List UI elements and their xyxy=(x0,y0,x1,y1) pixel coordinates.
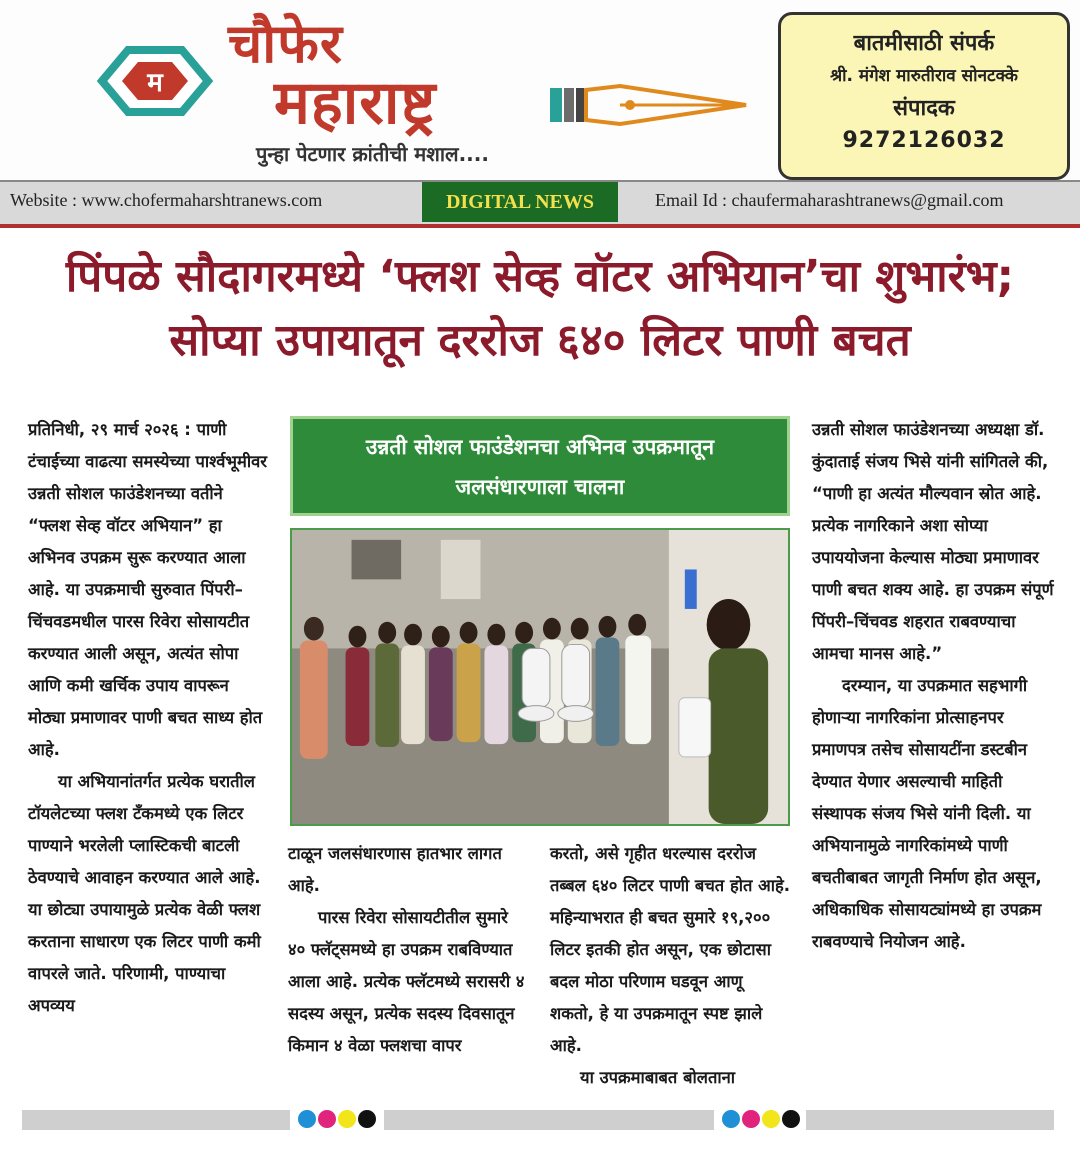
black-dot-icon xyxy=(782,1110,800,1128)
subheadline-line2: जलसंधारणाला चालना xyxy=(455,475,625,499)
cyan-dot-icon xyxy=(722,1110,740,1128)
brand-name-line2: महाराष्ट्र xyxy=(274,68,437,138)
pen-nib-icon xyxy=(550,82,750,128)
tagline: पुन्हा पेटणार क्रांतीची मशाल.... xyxy=(256,142,489,166)
contact-box xyxy=(778,12,1070,180)
headline xyxy=(0,248,1080,372)
headline-line1: पिंपळे सौदागरमध्ये ‘फ्लश सेव्ह वॉटर अभियान’चा शुभारंभ; xyxy=(65,251,1015,302)
article-column-1 xyxy=(28,414,268,1022)
logo-letter: म xyxy=(147,68,163,98)
article-column-3 xyxy=(550,838,792,1094)
paragraph: टाळून जलसंधारणास हातभार लागत आहे. xyxy=(288,844,502,895)
paragraph: करतो, असे गृहीत धरल्यास दररोज तब्बल ६४० लिटर पाणी बचत होत आहे. महिन्याभरात ही बचत सुमारे १९,२०० लिटर इतकी होत असून, एक छोटासा बदल मोठा परिणाम घडवून आणू शकतो, हे या उपक्रमातून स्पष्ट झाले आहे. xyxy=(550,844,791,1055)
contact-role: संपादक xyxy=(893,96,955,121)
yellow-dot-icon xyxy=(338,1110,356,1128)
footer-bar xyxy=(384,1110,714,1130)
cyan-dot-icon xyxy=(298,1110,316,1128)
footer-bar xyxy=(806,1110,1054,1130)
website-text: Website : www.chofermaharshtranews.com xyxy=(10,190,323,210)
paragraph: प्रतिनिधी, २९ मार्च २०२६ : पाणी टंचाईच्या वाढत्या समस्येच्या पार्श्वभूमीवर उन्नती सोशल फाउंडेशनच्या वतीने “फ्लश सेव्ह वॉटर अभियान” हा अभिनव उपक्रम सुरू करण्यात आला आहे. या उपक्रमाची सुरुवात पिंपरी–चिंचवडमधील पारस रिवेरा सोसायटीत करण्यात आली असून, अत्यंत सोपा आणि कमी खर्चिक उपाय वापरून मोठ्या प्रमाणावर पाणी बचत साध्य होत आहे. xyxy=(28,420,268,759)
article-column-4 xyxy=(812,414,1057,958)
subheadline-line1: उन्नती सोशल फाउंडेशनचा अभिनव उपक्रमातून xyxy=(365,435,715,459)
email-text: Email Id : chaufermaharashtranews@gmail.com xyxy=(655,190,1004,210)
contact-label: बातमीसाठी संपर्क xyxy=(853,31,995,56)
magenta-dot-icon xyxy=(318,1110,336,1128)
headline-line2: सोप्या उपायातून दररोज ६४० लिटर पाणी बचत xyxy=(169,315,911,366)
yellow-dot-icon xyxy=(762,1110,780,1128)
subheadline-box xyxy=(290,416,790,516)
paragraph: उन्नती सोशल फाउंडेशनच्या अध्यक्षा डॉ. कुंदाताई संजय भिसे यांनी सांगितले की, “पाणी हा अत्यंत मौल्यवान स्रोत आहे. प्रत्येक नागरिकाने अशा सोप्या उपाययोजना केल्यास मोठ्या प्रमाणावर पाणी बचत शक्य आहे. हा उपक्रम संपूर्ण पिंपरी–चिंचवड शहरात राबवण्याचा आमचा मानस आहे.” xyxy=(812,420,1054,663)
footer-bar xyxy=(22,1110,290,1130)
digital-news-badge: DIGITAL NEWS xyxy=(422,182,618,222)
paragraph: या उपक्रमाबाबत बोलताना xyxy=(580,1068,736,1087)
paragraph: पारस रिवेरा सोसायटीतील सुमारे ४० फ्लॅट्समध्ये हा उपक्रम राबविण्यात आला आहे. प्रत्येक फ्लॅटमध्ये सरासरी ४ सदस्य असून, प्रत्येक सदस्य दिवसातून किमान ४ वेळा फ्लशचा वापर xyxy=(288,908,525,1055)
magenta-dot-icon xyxy=(742,1110,760,1128)
logo-icon xyxy=(92,46,218,116)
contact-phone: 9272126032 xyxy=(842,128,1006,153)
black-dot-icon xyxy=(358,1110,376,1128)
contact-name: श्री. मंगेश मारुतीराव सोनटक्के xyxy=(830,66,1018,86)
brand-name-line1: चौफेर xyxy=(228,12,343,75)
paragraph: या अभियानांतर्गत प्रत्येक घरातील टॉयलेटच्या फ्लश टँकमध्ये एक लिटर पाण्याने भरलेली प्लास्टिकची बाटली ठेवण्याचे आवाहन करण्यात आले आहे. या छोट्या उपायामुळे प्रत्येक वेळी फ्लश करताना साधारण एक लिटर पाणी कमी वापरले जाते. परिणामी, पाण्याचा अपव्यय xyxy=(28,772,261,1015)
paragraph: दरम्यान, या उपक्रमात सहभागी होणाऱ्या नागरिकांना प्रोत्साहनपर प्रमाणपत्र तसेच सोसायटींना डस्टबीन देण्यात येणार असल्याची माहिती संस्थापक संजय भिसे यांनी दिली. या अभियानामुळे नागरिकांमध्ये पाणी बचतीबाबत जागृती निर्माण होत असून, अधिकाधिक सोसायट्यांमध्ये हा उपक्रम राबवण्याचे नियोजन आहे. xyxy=(812,676,1042,951)
article-column-2 xyxy=(288,838,528,1062)
divider xyxy=(0,224,1080,228)
event-photo xyxy=(290,528,790,826)
